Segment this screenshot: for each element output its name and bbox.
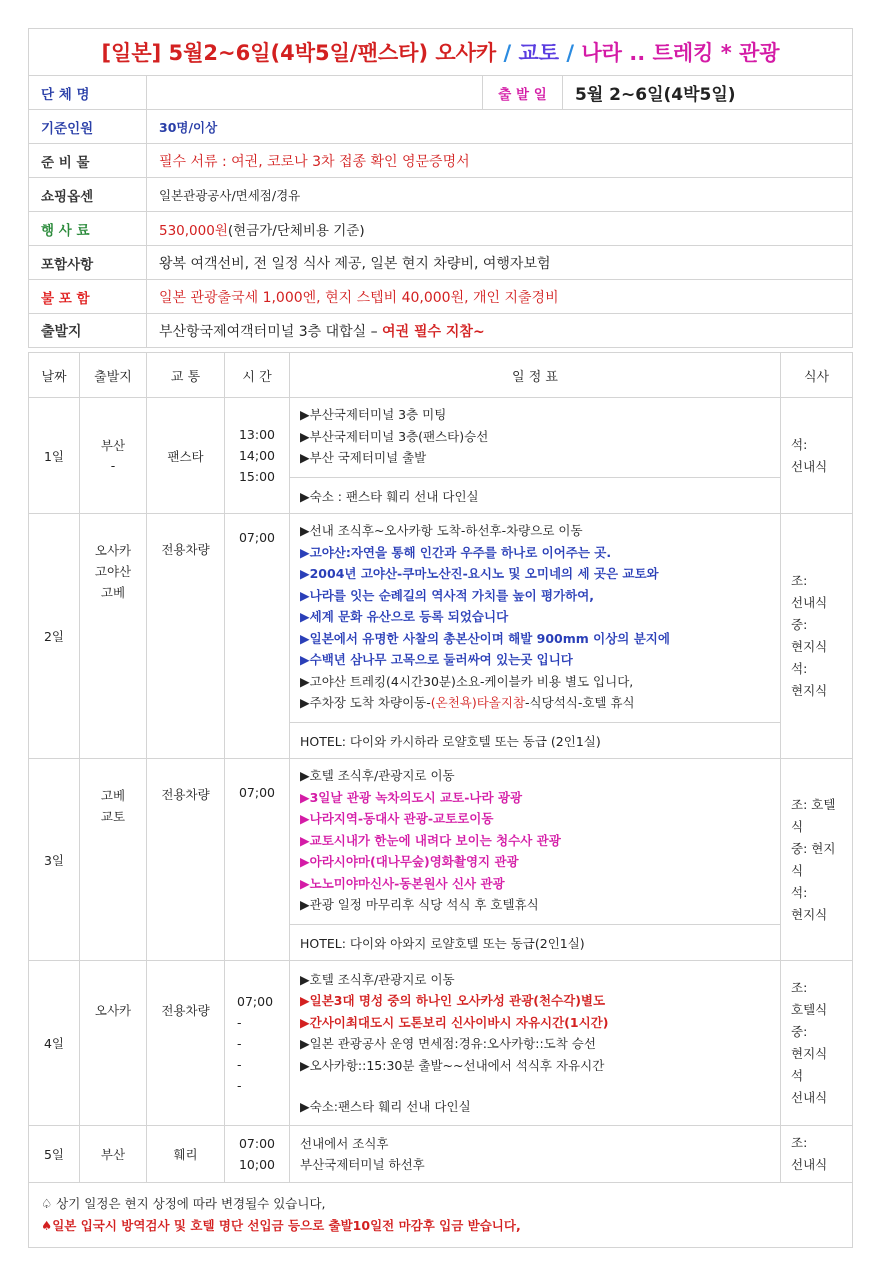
itinerary-item: ▶나라를 잇는 순례길의 역사적 가치를 높이 평가하여, [300, 587, 595, 603]
hotel-line: HOTEL: 다이와 아와지 로얄호텔 또는 동급(2인1실) [290, 924, 780, 955]
schedule-table [28, 352, 853, 1248]
day-meals [781, 1126, 853, 1183]
header-transport: 교 통 [147, 353, 225, 398]
itinerary-item: ▶오사카항::15:30분 출발~~선내에서 석식후 자유시간 [300, 1057, 605, 1073]
prep-label: 준 비 물 [29, 144, 147, 178]
min-value: 30명/이상 [147, 110, 853, 144]
divider-line: ________________________________________________________________ [300, 1076, 700, 1088]
itinerary-item: ▶간사이최대도시 도톤보리 신사이바시 자유시간(1시간) [300, 1014, 609, 1030]
time-line: 07;00 [237, 994, 274, 1009]
from-label: 출발지 [29, 314, 147, 348]
day-meals [781, 398, 853, 514]
depart-label: 출 발 일 [483, 76, 563, 110]
title-slash2: / [566, 41, 575, 65]
time-line: 10;00 [238, 1157, 276, 1172]
from-line: 고베 [100, 585, 126, 600]
day-itinerary [290, 398, 781, 514]
meal-line: 식 [791, 818, 804, 834]
itinerary-item: ▶호텔 조식후/관광지로 이동 [300, 971, 455, 987]
title-part3: 나라 .. 트레킹 * 관광 [581, 41, 780, 65]
from-line: 부산 [100, 437, 126, 453]
meal-line: 석: [791, 884, 808, 900]
table-row [29, 961, 853, 1126]
meal-line: 조: 호텔 [791, 796, 836, 812]
day-itinerary [290, 961, 781, 1126]
table-row [29, 1126, 853, 1183]
day-transport: 전용차량 [147, 759, 225, 961]
shop-value: 일본관광공사/면세점/경유 [147, 178, 853, 212]
price-note: (현금가/단체비용 기준) [227, 222, 365, 239]
itinerary-item: ▶부산 국제터미널 출발 [300, 450, 427, 465]
itinerary-item: ▶2004년 고야산-쿠마노산진-요시노 및 오미네의 세 곳은 교토와 [300, 566, 659, 581]
meal-line: 석 [791, 1068, 804, 1083]
time-line: - [237, 1078, 242, 1093]
itinerary-item: ▶고야산:자연을 통해 인간과 우주를 하나로 이어주는 곳. [300, 544, 612, 560]
meal-line: 선내식 [791, 458, 828, 474]
itinerary-item: ▶일본에서 유명한 사찰의 총본산이며 해발 900mm 이상의 분지에 [300, 630, 670, 646]
itinerary-item: ▶교토시내가 한눈에 내려다 보이는 청수사 관광 [300, 832, 561, 848]
day-from [80, 759, 147, 961]
price-value [147, 212, 853, 246]
day-from [80, 961, 147, 1126]
itinerary-item: ▶3일날 관광 녹차의도시 교토-나라 광광 [300, 789, 523, 805]
day-times [225, 1126, 290, 1183]
info-table [28, 28, 853, 348]
meal-line: 선내식 [791, 1157, 828, 1172]
table-row [29, 398, 853, 514]
excl-label: 불 포 함 [29, 280, 147, 314]
itinerary-item: ▶부산국제터미널 3층(팬스타)승선 [300, 428, 489, 444]
price-amount: 530,000원 [159, 222, 228, 239]
from-line: 고베 [100, 788, 126, 803]
title-city2: 교토 [518, 41, 560, 65]
time-line: 07;00 [238, 530, 276, 545]
itinerary-item: 부산국제터미널 하선후 [300, 1157, 425, 1172]
itinerary-item [300, 692, 770, 714]
from-line: 교토 [100, 809, 126, 824]
hotel-line: ▶숙소:팬스타 훼리 선내 다인실 [300, 1099, 471, 1114]
time-line: - [237, 1036, 242, 1051]
incl-label: 포함사항 [29, 246, 147, 280]
tour-document [28, 28, 852, 1248]
meal-line: 석: [791, 436, 808, 452]
title-city1: 오사카 [435, 41, 497, 65]
hotel-line: ▶숙소 : 팬스타 훼리 선내 다인실 [290, 477, 780, 508]
itinerary-item: ▶부산국제터미널 3층 미팅 [300, 407, 447, 422]
meal-line: 조: [791, 573, 808, 588]
day-from [80, 514, 147, 759]
day-label: 3일 [29, 759, 80, 961]
day-times [225, 514, 290, 759]
shop-label: 쇼핑옵센 [29, 178, 147, 212]
time-line: 07;00 [238, 785, 276, 800]
itinerary-item: ▶노노미야마신사-동본원사 신사 관광 [300, 875, 505, 891]
itinerary-item: ▶나라지역-동대사 관광-교토로이동 [300, 811, 494, 826]
table-row [29, 514, 853, 759]
day-transport: 팬스타 [147, 398, 225, 514]
time-line: - [237, 1057, 242, 1072]
itinerary-item: ▶고야산 트레킹(4시간30분)소요-케이블카 비용 별도 입니다, [300, 673, 634, 689]
meal-line: 호텔식 [791, 1002, 828, 1017]
itinerary-item: ▶수백년 삼나무 고목으로 둘러싸여 있는곳 입니다 [300, 652, 573, 667]
price-label: 행 사 료 [29, 212, 147, 246]
itinerary-item: ▶일본3대 명성 중의 하나인 오사카성 관광(천수각)별도 [300, 993, 606, 1008]
from-text: 부산항국제여객터미널 3층 대합실 – [159, 323, 378, 340]
time-line: 13:00 [238, 427, 276, 442]
hotel-line: HOTEL: 다이와 카시하라 로얄호텔 또는 동급 (2인1실) [290, 722, 780, 753]
title-slash1: / [503, 41, 512, 65]
day-from [80, 1126, 147, 1183]
incl-value: 왕복 여객선비, 전 일정 식사 제공, 일본 현지 차량비, 여행자보험 [147, 246, 853, 280]
itinerary-item: ▶호텔 조식후/관광지로 이동 [300, 768, 455, 783]
day-itinerary [290, 1126, 781, 1183]
min-label: 기준인원 [29, 110, 147, 144]
day-meals [781, 759, 853, 961]
meal-line: 조: [791, 980, 808, 995]
itinerary-text: -식당석식-호텔 휴식 [525, 695, 635, 710]
group-label: 단 체 명 [29, 76, 147, 110]
day-label: 5일 [29, 1126, 80, 1183]
itinerary-item: ▶관광 일정 마무리후 식당 석식 후 호텔휴식 [300, 897, 539, 912]
footer-note-warning: ♠일본 입국시 방역검사 및 호텔 명단 선입금 등으로 출발10일전 마감후 입금 받습니다, [41, 1218, 521, 1233]
meal-line: 선내식 [791, 1090, 828, 1105]
header-date: 날짜 [29, 353, 80, 398]
day-times [225, 759, 290, 961]
meal-line: 중: [791, 1024, 808, 1039]
time-line: 14;00 [238, 448, 276, 463]
from-line: 오사카 [94, 1003, 132, 1018]
from-line: 고야산 [94, 564, 132, 579]
meal-line: 선내식 [791, 595, 828, 610]
header-meals: 식사 [781, 353, 853, 398]
day-label: 1일 [29, 398, 80, 514]
from-line: 오사카 [94, 543, 132, 558]
day-label: 4일 [29, 961, 80, 1126]
day-times [225, 961, 290, 1126]
table-row [29, 759, 853, 961]
itinerary-highlight: (온천욕)타올지참 [430, 695, 526, 710]
itinerary-text: ▶주차장 도착 차량이동- [300, 695, 431, 710]
depart-value: 5월 2~6일(4박5일) [563, 76, 853, 110]
footer-note: ♤ 상기 일정은 현지 상정에 따라 변경될수 있습니다, [41, 1196, 326, 1211]
day-from [80, 398, 147, 514]
meal-line: 석: [791, 661, 808, 676]
from-line: - [110, 457, 116, 473]
meal-line: 조: [791, 1135, 808, 1150]
meal-line: 현지식 [791, 683, 828, 698]
itinerary-item: ▶아라시야마(대나무숲)영화촬영지 관광 [300, 854, 519, 869]
from-note: 여권 필수 지참~ [382, 323, 485, 340]
meal-line: 식 [791, 862, 804, 878]
meal-line: 현지식 [791, 639, 828, 654]
day-label: 2일 [29, 514, 80, 759]
meal-line: 중: 현지 [791, 840, 836, 856]
from-line: 부산 [100, 1147, 126, 1162]
itinerary-item: 선내에서 조식후 [300, 1135, 389, 1151]
day-itinerary [290, 759, 781, 961]
day-meals [781, 961, 853, 1126]
header-time: 시 간 [225, 353, 290, 398]
footer-notes [29, 1183, 853, 1248]
header-from: 출발지 [80, 353, 147, 398]
day-transport: 전용차량 [147, 961, 225, 1126]
from-value [147, 314, 853, 348]
day-transport: 전용차량 [147, 514, 225, 759]
title-part1: [일본] 5월2~6일(4박5일/팬스타) [101, 41, 429, 65]
itinerary-item: ▶세계 문화 유산으로 등록 되었습니다 [300, 609, 509, 624]
itinerary-item: ▶일본 관광공사 운영 면세점:경유:오사카항::도착 승선 [300, 1036, 596, 1051]
excl-value: 일본 관광출국세 1,000엔, 현지 스텝비 40,000원, 개인 지출경비 [147, 280, 853, 314]
day-transport: 훼리 [147, 1126, 225, 1183]
meal-line: 현지식 [791, 906, 828, 922]
time-line: 15:00 [238, 469, 276, 484]
time-line: 07:00 [238, 1136, 276, 1151]
meal-line: 현지식 [791, 1046, 828, 1061]
meal-line: 중: [791, 617, 808, 632]
group-value [147, 76, 483, 110]
prep-value: 필수 서류 : 여권, 코로나 3차 접종 확인 영문증명서 [147, 144, 853, 178]
day-meals [781, 514, 853, 759]
page-title [29, 29, 853, 76]
day-times [225, 398, 290, 514]
itinerary-item: ▶선내 조식후~오사카항 도착-하선후-차량으로 이동 [300, 523, 583, 538]
day-itinerary [290, 514, 781, 759]
time-line: - [237, 1015, 242, 1030]
header-itinerary: 일 정 표 [290, 353, 781, 398]
